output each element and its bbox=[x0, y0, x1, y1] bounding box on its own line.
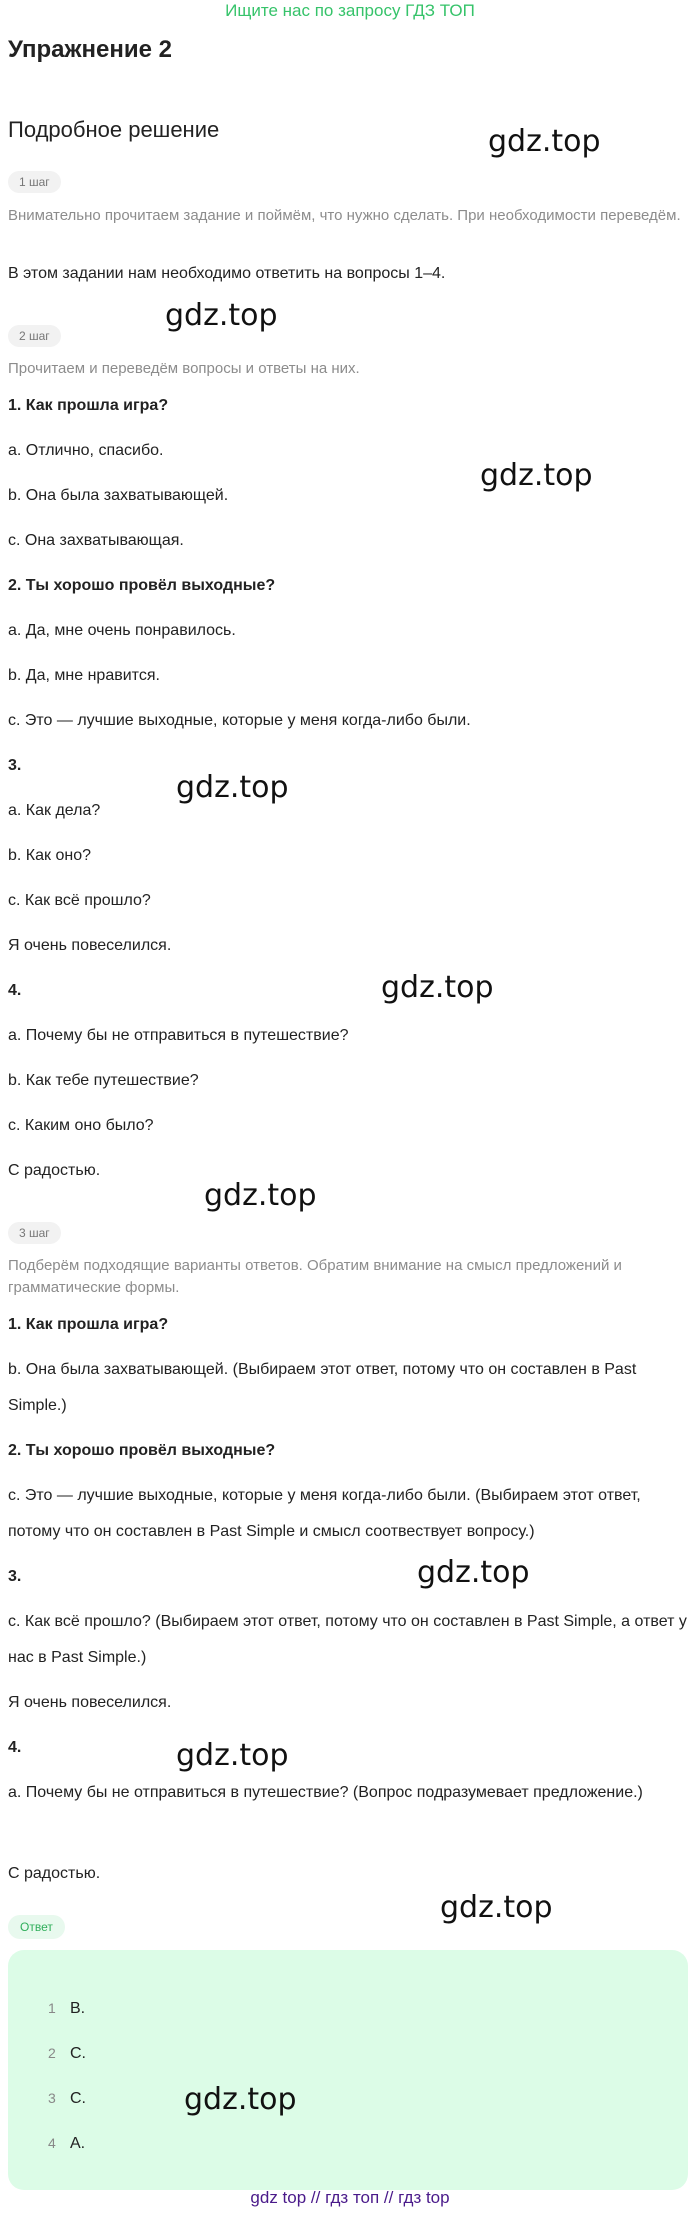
answer-explanation-4: a. Почему бы не отправиться в путешествие? (Вопрос подразумевает предложение.) bbox=[8, 1784, 643, 1801]
question-4: 4. bbox=[8, 982, 22, 999]
answer-number: 1 bbox=[48, 2000, 56, 2016]
answer-item bbox=[48, 2135, 85, 2153]
question-2: 2. Ты хорошо провёл выходные? bbox=[8, 577, 276, 594]
answer-item bbox=[48, 2090, 86, 2108]
search-hint-link[interactable]: Ищите нас по запросу ГДЗ ТОП bbox=[225, 1, 475, 20]
watermark: gdz.top bbox=[480, 458, 593, 493]
option-line: a. Почему бы не отправиться в путешествие? bbox=[8, 1027, 349, 1044]
question-4: 4. bbox=[8, 1739, 22, 1756]
option-line: c. Это — лучшие выходные, которые у меня когда-либо были. bbox=[8, 712, 471, 729]
option-line: b. Как тебе путешествие? bbox=[8, 1072, 199, 1089]
step-1-text: В этом задании нам необходимо ответить на вопросы 1–4. bbox=[8, 265, 446, 282]
step-2-badge: 2 шаг bbox=[8, 325, 61, 347]
watermark: gdz.top bbox=[184, 2082, 297, 2117]
step-1-note: Внимательно прочитаем задание и поймём, что нужно сделать. При необходимости переведём. bbox=[8, 207, 681, 224]
answer-value: C. bbox=[70, 2045, 86, 2062]
option-line: c. Каким оно было? bbox=[8, 1117, 154, 1134]
option-line: a. Как дела? bbox=[8, 802, 101, 819]
watermark: gdz.top bbox=[417, 1555, 530, 1590]
step-3-note: Подберём подходящие варианты ответов. Обратим внимание на смысл предложений и грамматические формы. bbox=[8, 1257, 622, 1296]
step-1-badge: 1 шаг bbox=[8, 171, 61, 193]
option-line: a. Да, мне очень понравилось. bbox=[8, 622, 236, 639]
watermark: gdz.top bbox=[488, 124, 601, 159]
step-2-note: Прочитаем и переведём вопросы и ответы на них. bbox=[8, 360, 360, 377]
answer-explanation-2: c. Это — лучшие выходные, которые у меня когда-либо были. (Выбираем этот ответ, потому что он составлен в Past Simple и смысл соотвествует вопросу.) bbox=[8, 1487, 641, 1540]
option-line: a. Отлично, спасибо. bbox=[8, 442, 164, 459]
response-line: Я очень повеселился. bbox=[8, 937, 172, 954]
answer-item bbox=[48, 2045, 86, 2063]
watermark: gdz.top bbox=[176, 770, 289, 805]
answer-value: A. bbox=[70, 2135, 86, 2152]
answer-value: B. bbox=[70, 2000, 86, 2017]
answer-item bbox=[48, 2000, 85, 2018]
answer-badge: Ответ bbox=[8, 1915, 65, 1939]
question-3: 3. bbox=[8, 757, 22, 774]
answer-explanation-1: b. Она была захватывающей. (Выбираем этот ответ, потому что он составлен в Past Simple.) bbox=[8, 1361, 637, 1414]
option-line: b. Да, мне нравится. bbox=[8, 667, 160, 684]
question-3: 3. bbox=[8, 1568, 22, 1585]
answer-number: 2 bbox=[48, 2045, 56, 2061]
solution-heading: Подробное решение bbox=[8, 117, 220, 142]
watermark: gdz.top bbox=[381, 970, 494, 1005]
watermark: gdz.top bbox=[176, 1738, 289, 1773]
watermark: gdz.top bbox=[165, 298, 278, 333]
step-3-badge: 3 шаг bbox=[8, 1222, 61, 1244]
question-2: 2. Ты хорошо провёл выходные? bbox=[8, 1442, 276, 1459]
response-line: Я очень повеселился. bbox=[8, 1694, 172, 1711]
watermark: gdz.top bbox=[204, 1178, 317, 1213]
option-line: c. Она захватывающая. bbox=[8, 532, 184, 549]
answer-explanation-3: c. Как всё прошло? (Выбираем этот ответ, потому что он составлен в Past Simple, а ответ у нас в Past Simple.) bbox=[8, 1613, 687, 1666]
response-line: С радостью. bbox=[8, 1865, 101, 1882]
answer-number: 4 bbox=[48, 2135, 56, 2151]
page-title: Упражнение 2 bbox=[8, 36, 172, 63]
answer-value: C. bbox=[70, 2090, 86, 2107]
answer-box bbox=[8, 1950, 688, 2190]
option-line: b. Она была захватывающей. bbox=[8, 487, 229, 504]
watermark: gdz.top bbox=[440, 1890, 553, 1925]
question-1: 1. Как прошла игра? bbox=[8, 1316, 169, 1333]
option-line: b. Как оно? bbox=[8, 847, 91, 864]
answer-number: 3 bbox=[48, 2090, 56, 2106]
question-1: 1. Как прошла игра? bbox=[8, 397, 169, 414]
footer-links[interactable]: gdz top // гдз топ // гдз top bbox=[250, 2188, 450, 2207]
response-line: С радостью. bbox=[8, 1162, 101, 1179]
option-line: c. Как всё прошло? bbox=[8, 892, 151, 909]
